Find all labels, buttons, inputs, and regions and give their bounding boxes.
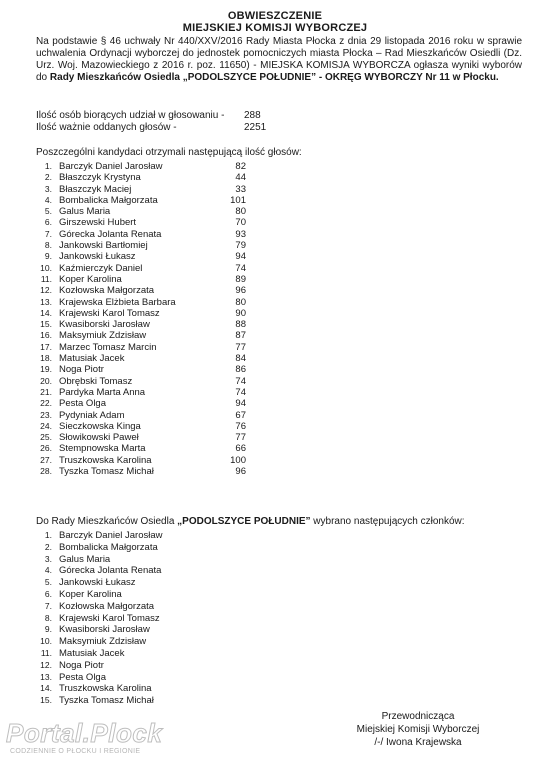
member-number: 5. [44,577,52,588]
candidate-name: Koper Karolina [59,273,122,285]
candidate-votes: 88 [235,319,246,331]
candidate-number: 23. [40,409,52,420]
document-subtitle: MIEJSKIEJ KOMISJI WYBORCZEJ [182,22,368,34]
candidate-votes: 80 [235,296,246,308]
intro-bold-text: Rady Mieszkańców Osiedla „PODOLSZYCE POŁUDNIE” - OKRĘG WYBORCZY Nr 11 w Płocku. [49,72,499,83]
member-number: 9. [44,624,52,635]
member-number: 13. [40,671,52,682]
candidate-number: 5. [44,206,52,217]
stat-label: Ilość ważnie oddanych głosów - [36,122,177,133]
member-row [36,554,296,566]
candidate-name: Jankowski Bartłomiej [59,240,148,252]
candidate-votes: 74 [235,375,246,387]
candidate-number: 24. [40,420,52,431]
member-name: Galus Maria [59,553,111,565]
candidate-number: 22. [40,398,52,409]
candidate-name: Pesta Olga [59,398,106,410]
candidate-votes: 77 [235,432,246,444]
candidate-name: Krajewska Elżbieta Barbara [59,296,176,308]
candidate-votes: 77 [235,341,246,353]
portal-plock-watermark-logo [6,718,182,762]
candidate-row [36,263,296,274]
candidate-name: Sieczkowska Kinga [59,420,141,432]
member-name: Maksymiuk Zdzisław [59,636,147,648]
candidate-number: 2. [44,172,52,183]
member-name: Krajewski Karol Tomasz [59,612,160,624]
member-number: 7. [44,600,52,611]
members-list [36,530,296,707]
member-name: Koper Karolina [59,588,122,600]
member-row [36,683,296,695]
candidate-row [36,285,296,296]
candidate-number: 13. [40,296,52,307]
member-name: Kozłowska Małgorzata [59,600,155,612]
member-row [36,613,296,625]
signature-name: /-/ Iwona Krajewska [374,737,462,748]
candidate-number: 25. [40,432,52,443]
candidate-votes: 84 [235,353,246,365]
candidate-name: Maksymiuk Zdzisław [59,330,147,342]
candidate-name: Kwasiborski Jarosław [59,319,150,331]
candidates-heading: Poszczególni kandydaci otrzymali następującą ilość głosów: [36,147,302,158]
candidate-row [36,398,296,409]
candidate-votes: 90 [235,307,246,319]
member-name: Jankowski Łukasz [59,577,136,589]
member-row [36,660,296,672]
candidate-row [36,353,296,364]
member-name: Górecka Jolanta Renata [59,565,162,577]
member-row [36,542,296,554]
candidate-name: Noga Piotr [59,364,104,376]
candidate-number: 4. [44,194,52,205]
member-name: Truszkowska Karolina [59,683,152,695]
candidate-number: 6. [44,217,52,228]
candidate-name: Galus Maria [59,206,111,218]
candidate-number: 18. [40,353,52,364]
member-number: 1. [44,530,52,540]
signature-role: Przewodnicząca [381,711,455,722]
candidate-number: 7. [44,228,52,239]
candidate-row [36,297,296,308]
member-name: Tyszka Tomasz Michał [59,695,154,707]
candidate-name: Obrębski Tomasz [59,375,133,387]
member-row [36,589,296,601]
candidate-number: 1. [44,161,52,171]
intro-text: Na podstawie § 46 uchwały Nr 440/XXV/2016 Rady Miasta Płocka z dnia 29 listopada 2016 roku w sprawie uchwalenia Ordynacji wyborczej do jednostek pomocniczych miasta Płocka – Rad Mieszkańców Osiedli (Dz. Urz. Woj. Mazowieckiego z 2016 r. poz. 11650) - MIEJSKA KOMISJA WYBORCZA ogłasza wyniki wyborów do [36,36,522,83]
candidate-votes: 33 [235,183,246,195]
members-heading-pre: Do Rady Mieszkańców Osiedla [36,516,178,527]
candidate-row [36,319,296,330]
candidate-votes: 80 [235,206,246,218]
candidate-row [36,364,296,375]
candidate-name: Truszkowska Karolina [59,454,152,466]
watermark-wordmark: Portal.Plock [6,718,163,748]
candidate-votes: 100 [230,454,246,466]
candidate-row [36,432,296,443]
candidate-name: Błaszczyk Krystyna [59,172,141,184]
member-number: 11. [40,647,52,658]
candidate-name: Bombalicka Małgorzata [59,194,158,206]
candidate-row [36,251,296,262]
candidate-row [36,184,296,195]
member-number: 2. [44,541,52,552]
candidate-name: Stempnowska Marta [59,443,146,455]
document-title: OBWIESZCZENIE [227,10,323,22]
candidate-row [36,172,296,183]
candidate-votes: 96 [235,466,246,478]
candidate-number: 10. [40,262,52,273]
candidates-list [36,161,296,477]
candidate-row [36,387,296,398]
member-number: 12. [40,659,52,670]
candidate-number: 3. [44,183,52,194]
candidate-row [36,342,296,353]
candidate-row [36,376,296,387]
stat-label: Ilość osób biorących udział w głosowaniu - [36,110,225,121]
candidate-row [36,308,296,319]
candidate-number: 27. [40,454,52,465]
candidate-row [36,240,296,251]
member-row [36,648,296,660]
candidate-name: Krajewski Karol Tomasz [59,307,160,319]
candidate-votes: 94 [235,398,246,410]
member-name: Matusiak Jacek [59,647,125,659]
member-name: Pesta Olga [59,671,106,683]
candidate-row [36,206,296,217]
candidate-number: 9. [44,251,52,262]
candidate-votes: 70 [235,217,246,229]
candidate-votes: 67 [235,409,246,421]
member-number: 4. [44,565,52,576]
candidate-number: 17. [40,341,52,352]
member-row [36,577,296,589]
signature-committee: Miejskiej Komisji Wyborczej [356,724,480,735]
intro-paragraph [36,36,522,84]
signature-block [318,710,518,749]
candidate-votes: 93 [235,228,246,240]
member-row [36,565,296,577]
candidate-number: 14. [40,307,52,318]
stat-value: 2251 [244,122,267,133]
member-row [36,530,296,542]
members-heading-bold: „PODOLSZYCE POŁUDNIE” [177,516,311,527]
candidate-row [36,455,296,466]
candidate-row [36,229,296,240]
candidate-name: Girszewski Hubert [59,217,137,229]
member-row [36,636,296,648]
candidate-row [36,410,296,421]
candidate-name: Błaszczyk Maciej [59,183,132,195]
candidate-row [36,421,296,432]
member-row [36,601,296,613]
member-row [36,672,296,684]
watermark-tagline: CODZIENNIE O PŁOCKU I REGIONIE [10,748,141,755]
candidate-row [36,195,296,206]
candidate-row [36,274,296,285]
candidate-votes: 79 [235,240,246,252]
member-row [36,624,296,636]
candidate-number: 26. [40,443,52,454]
candidate-votes: 94 [235,251,246,263]
member-number: 10. [40,636,52,647]
candidate-name: Słowikowski Paweł [59,432,139,444]
candidate-votes: 74 [235,386,246,398]
candidate-row [36,217,296,228]
candidate-row [36,330,296,341]
candidate-row [36,161,296,172]
members-heading [36,516,465,528]
member-row [36,695,296,707]
candidate-row [36,466,296,477]
candidate-name: Marzec Tomasz Marcin [59,341,157,353]
candidate-votes: 87 [235,330,246,342]
candidate-number: 8. [44,240,52,251]
candidate-name: Kaźmierczyk Daniel [59,262,143,274]
candidate-votes: 89 [235,273,246,285]
member-name: Kwasiborski Jarosław [59,624,150,636]
candidate-number: 12. [40,285,52,296]
stat-participants [36,110,261,122]
members-heading-post: wybrano następujących członków: [310,516,465,527]
candidate-number: 15. [40,319,52,330]
candidate-number: 28. [40,466,52,477]
member-number: 8. [44,612,52,623]
candidate-name: Górecka Jolanta Renata [59,228,162,240]
stat-value: 288 [244,110,261,121]
candidate-number: 20. [40,375,52,386]
candidate-number: 16. [40,330,52,341]
member-name: Noga Piotr [59,659,104,671]
candidate-votes: 76 [235,420,246,432]
candidate-name: Pardyka Marta Anna [59,386,146,398]
candidate-number: 19. [40,364,52,375]
member-number: 3. [44,553,52,564]
candidate-votes: 66 [235,443,246,455]
candidate-name: Jankowski Łukasz [59,251,136,263]
candidate-votes: 44 [235,172,246,184]
candidate-number: 21. [40,386,52,397]
candidate-votes: 101 [230,194,246,206]
candidate-votes: 82 [235,161,246,172]
member-number: 15. [40,695,52,706]
candidate-name: Barczyk Daniel Jarosław [59,161,163,172]
member-name: Bombalicka Małgorzata [59,541,158,553]
member-name: Barczyk Daniel Jarosław [59,530,163,541]
candidate-votes: 74 [235,262,246,274]
candidate-votes: 86 [235,364,246,376]
stat-valid-votes [36,122,267,134]
candidate-row [36,443,296,454]
member-number: 14. [40,683,52,694]
member-number: 6. [44,588,52,599]
candidate-number: 11. [40,273,52,284]
candidate-name: Matusiak Jacek [59,353,125,365]
candidate-name: Pydyniak Adam [59,409,125,421]
candidate-name: Tyszka Tomasz Michał [59,466,154,478]
candidate-name: Kozłowska Małgorzata [59,285,155,297]
candidate-votes: 96 [235,285,246,297]
